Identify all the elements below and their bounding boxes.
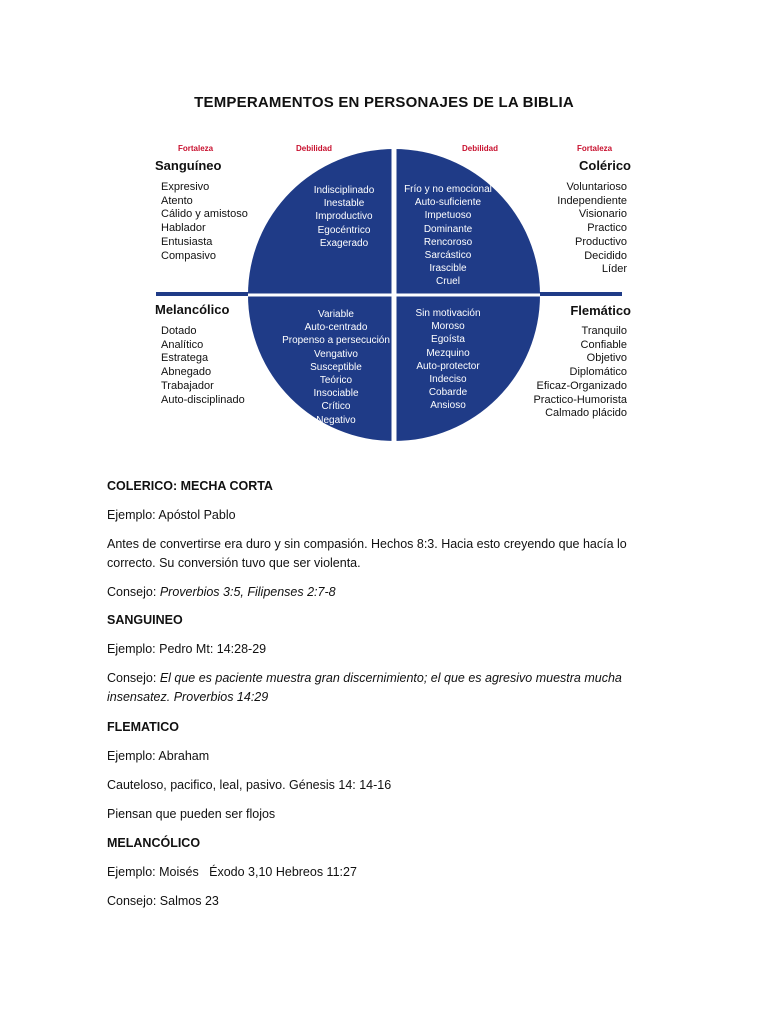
list-item: Dominante xyxy=(423,223,473,235)
list-item: Practico xyxy=(587,222,627,235)
melancolico-weaknesses xyxy=(278,308,394,427)
melancolico-strengths xyxy=(161,325,245,407)
list-item: Egoísta xyxy=(431,334,465,346)
flematico-weaknesses xyxy=(400,307,496,413)
list-item: Frío y no emocional xyxy=(404,184,492,195)
list-item: Improductivo xyxy=(315,211,373,223)
colerico-strengths xyxy=(557,181,627,277)
list-item: Mezquino xyxy=(426,347,470,359)
list-item: Teórico xyxy=(319,375,353,387)
list-item: Variable xyxy=(318,309,354,320)
list-item: Calmado plácido xyxy=(545,407,627,420)
debilidad-label-colerico: Debilidad xyxy=(462,144,499,153)
fortaleza-label-sanguineo: Fortaleza xyxy=(178,144,214,153)
sanguineo-heading: Sanguíneo xyxy=(155,158,222,173)
list-item: Propenso a persecución xyxy=(282,335,390,347)
list-item: Sin motivación xyxy=(415,308,481,319)
melancolico-heading: Melancólico xyxy=(155,302,230,317)
list-item: Impetuoso xyxy=(424,210,472,222)
list-item: Atento xyxy=(161,194,193,207)
advice-reference: Proverbios 3:5, Filipenses 2:7-8 xyxy=(159,585,336,599)
list-item: Auto-suficiente xyxy=(414,197,482,209)
page-title: TEMPERAMENTOS EN PERSONAJES DE LA BIBLIA xyxy=(194,94,574,111)
list-item: Tranquilo xyxy=(581,325,627,337)
advice-label: Consejo: xyxy=(107,671,160,685)
debilidad-label-sanguineo: Debilidad xyxy=(296,144,333,153)
list-item: Exagerado xyxy=(319,237,369,249)
list-item: Susceptible xyxy=(310,361,362,373)
colerico-heading: Colérico xyxy=(578,158,631,173)
colerico-weaknesses xyxy=(398,183,498,289)
list-item: Insociable xyxy=(313,388,359,400)
list-item: Líder xyxy=(601,263,627,276)
list-item: Cobarde xyxy=(428,387,468,399)
sanguineo-weaknesses xyxy=(296,184,392,250)
list-item: Expresivo xyxy=(161,181,210,193)
colerico-description: Antes de convertirse era duro y sin compasión. Hechos 8:3. Hacia esto creyendo que hacía lo correcto. Su conversión tuvo que ser violenta. xyxy=(107,537,627,570)
list-item: Analítico xyxy=(161,338,204,351)
flematico-section-heading: FLEMATICO xyxy=(107,720,179,734)
list-item: Trabajador xyxy=(161,379,214,392)
list-item: Abnegado xyxy=(161,366,212,379)
list-item: Estratega xyxy=(161,352,209,365)
fortaleza-label-colerico: Fortaleza xyxy=(577,144,613,153)
list-item: Auto-protector xyxy=(416,360,480,372)
list-item: Auto-centrado xyxy=(304,322,368,334)
sanguineo-section-heading: SANGUINEO xyxy=(107,613,183,627)
list-item: Egocéntrico xyxy=(317,224,371,236)
list-item: Sarcástico xyxy=(424,250,472,262)
list-item: Irascible xyxy=(429,263,467,275)
melancolico-example: Ejemplo: Moisés Éxodo 3,10 Hebreos 11:27 xyxy=(107,865,357,879)
colerico-section-heading: COLERICO: MECHA CORTA xyxy=(107,479,273,493)
list-item: Moroso xyxy=(431,321,465,333)
sanguineo-example: Ejemplo: Pedro Mt: 14:28-29 xyxy=(107,642,267,656)
list-item: Indisciplinado xyxy=(313,185,375,196)
list-item: Eficaz-Organizado xyxy=(536,379,627,392)
list-item: Indeciso xyxy=(429,374,467,386)
list-item: Productivo xyxy=(575,235,627,248)
list-item: Dotado xyxy=(161,325,197,337)
flematico-heading: Flemático xyxy=(570,303,631,318)
list-item: Crítico xyxy=(321,401,351,413)
list-item: Inestable xyxy=(323,198,365,210)
flematico-strengths xyxy=(533,325,627,421)
list-item: Confiable xyxy=(580,338,627,351)
list-item: Cruel xyxy=(436,276,460,288)
flematico-description: Cauteloso, pacifico, leal, pasivo. Génesis 14: 14-16 xyxy=(107,778,392,792)
list-item: Practico-Humorista xyxy=(533,393,627,406)
sanguineo-strengths xyxy=(161,181,248,263)
flematico-note: Piensan que pueden ser flojos xyxy=(107,807,276,821)
list-item: Rencoroso xyxy=(423,236,473,248)
colerico-example: Ejemplo: Apóstol Pablo xyxy=(107,508,236,522)
list-item: Auto-disciplinado xyxy=(161,393,245,406)
colerico-advice xyxy=(107,583,667,602)
list-item: Ansioso xyxy=(430,400,466,412)
list-item: Hablador xyxy=(161,222,206,235)
list-item: Compasivo xyxy=(161,249,217,262)
melancolico-section-heading: MELANCÓLICO xyxy=(107,836,201,850)
advice-label: Consejo: xyxy=(107,585,160,599)
list-item: Cálido y amistoso xyxy=(161,208,248,221)
flematico-example: Ejemplo: Abraham xyxy=(107,749,210,763)
list-item: Voluntarioso xyxy=(566,181,627,193)
list-item: Negativo xyxy=(316,414,356,426)
melancolico-advice: Consejo: Salmos 23 xyxy=(107,894,219,908)
list-item: Decidido xyxy=(584,249,627,262)
list-item: Vengativo xyxy=(314,348,358,360)
sanguineo-advice xyxy=(107,669,647,707)
advice-reference: El que es paciente muestra gran discernimiento; el que es agresivo muestra mucha insensatez. Proverbios 14:29 xyxy=(107,671,622,704)
list-item: Objetivo xyxy=(586,352,627,365)
list-item: Independiente xyxy=(557,194,627,207)
list-item: Entusiasta xyxy=(161,235,213,248)
list-item: Diplomático xyxy=(569,366,627,379)
list-item: Visionario xyxy=(578,208,627,221)
temperament-diagram xyxy=(150,138,631,456)
